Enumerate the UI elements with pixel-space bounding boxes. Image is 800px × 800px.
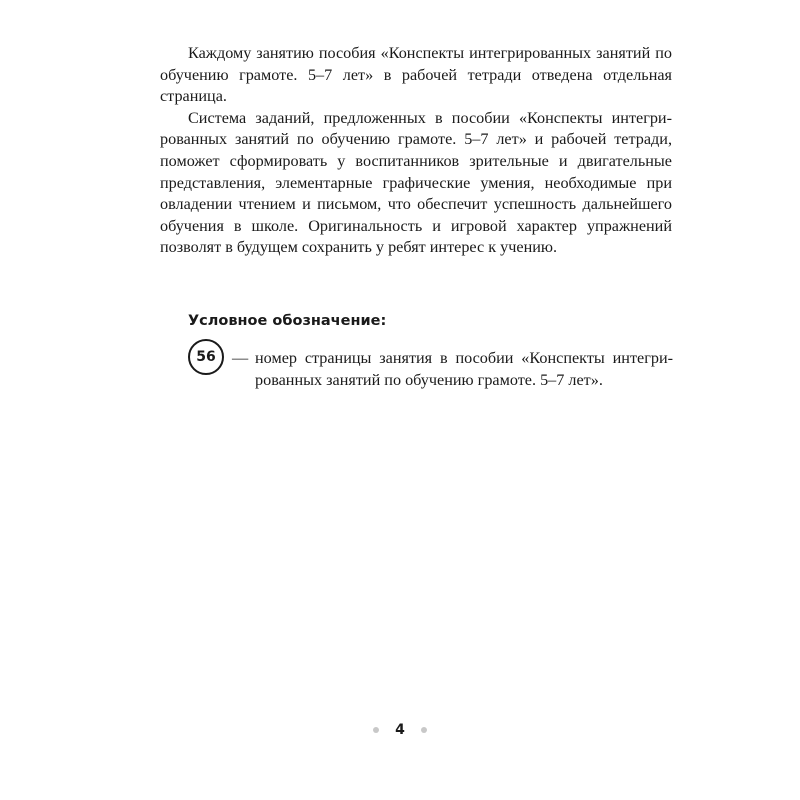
badge-number: 56 bbox=[196, 349, 216, 365]
legend-dash: — bbox=[232, 349, 249, 367]
page-number-badge bbox=[188, 339, 224, 375]
page-number: 4 bbox=[395, 722, 405, 738]
footer-dot-left bbox=[373, 727, 379, 733]
paragraph-lesson-pages: Каждому занятию пособия «Конспекты интегрированных занятий по обучению грамоте. 5–7 лет» в рабочей тетради отведена отдельная страница. bbox=[160, 44, 672, 106]
legend-description: номер страницы занятия в пособии «Конспекты интегрированных занятий по обучению грамоте. 5–7 лет». bbox=[255, 349, 673, 389]
footer-dot-right bbox=[421, 727, 427, 733]
page-footer bbox=[0, 718, 800, 742]
legend-title: Условное обозначение: bbox=[188, 313, 387, 329]
paragraph-task-system: Система заданий, предложенных в пособии «Конспекты интегрированных занятий по обучению грамоте. 5–7 лет» и рабочей тетради, поможет сформировать у воспитанников зрительные и двигательные представления, элементарные графические умения, необходимые при овладении чтением и письмом, что обеспечит успешность дальнейшего обучения в школе. Оригинальность и игровой характер упражнений позволят в будущем сохранить у ребят интерес к учению. bbox=[160, 108, 672, 257]
main-text bbox=[160, 43, 672, 259]
